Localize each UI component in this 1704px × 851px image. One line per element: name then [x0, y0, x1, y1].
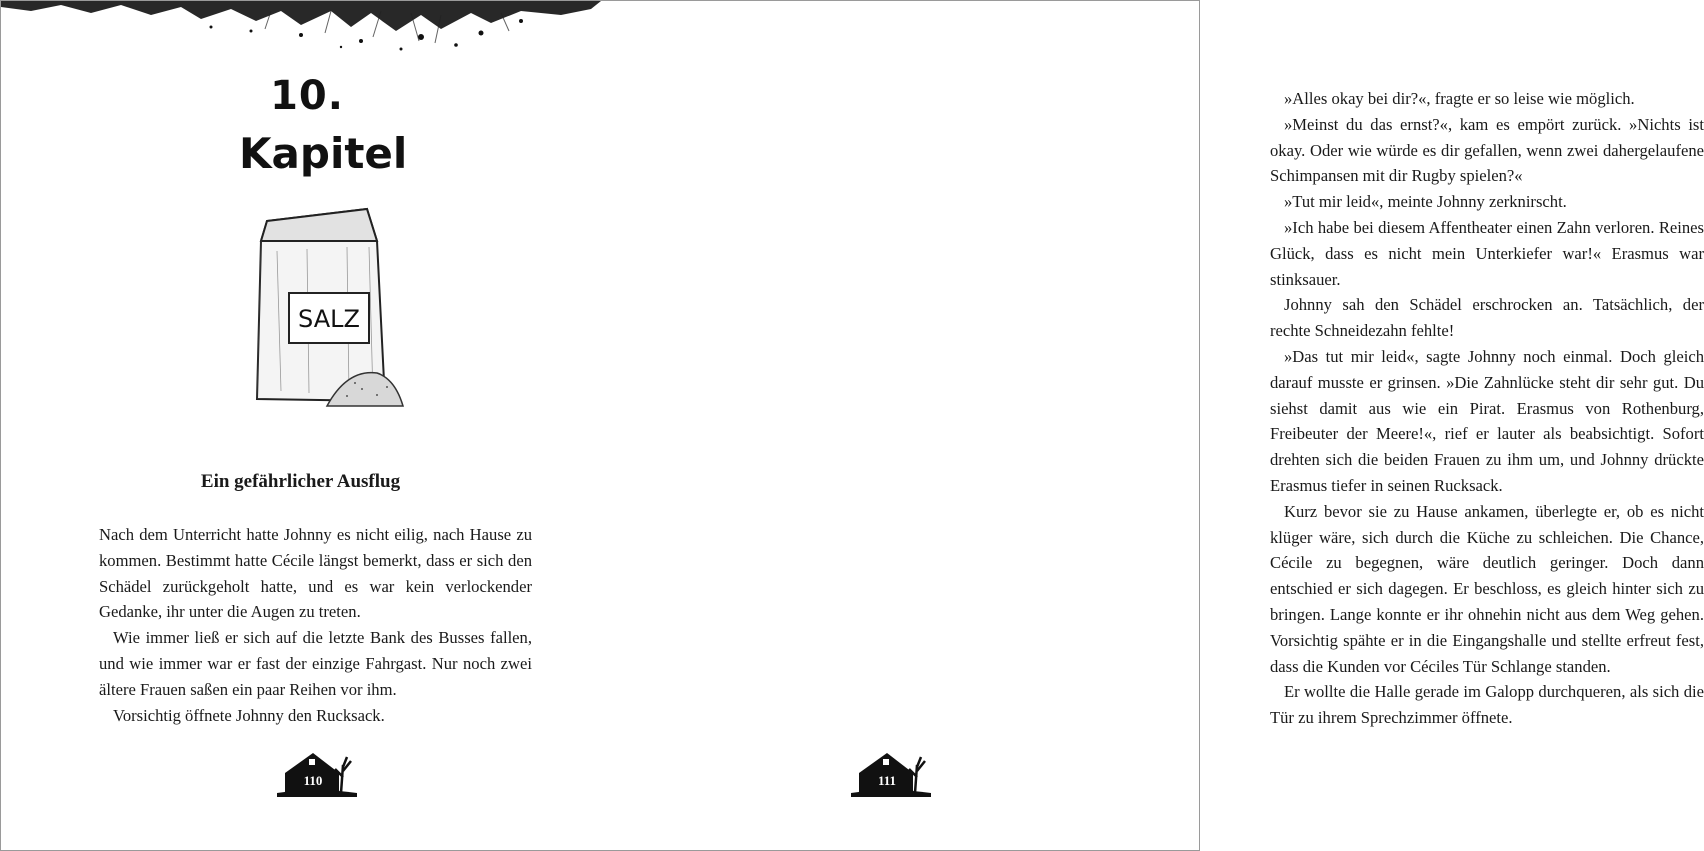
paragraph: Johnny sah den Schädel erschrocken an. Tatsächlich, der rechte Schneidezahn fehlte!	[1270, 295, 1704, 341]
paragraph: »Alles okay bei dir?«, fragte er so leise wie möglich.	[1284, 89, 1635, 108]
paragraph: Vorsichtig öffnete Johnny den Rucksack.	[113, 705, 385, 725]
paragraph: Wie immer ließ er sich auf die letzte Bank des Busses fallen, und wie immer war er fast der einzige Fahrgast. Nur noch zwei ältere Frauen saßen ein paar Reihen vor ihm.	[99, 628, 532, 699]
paragraph: Er wollte die Halle gerade im Galopp durchqueren, als sich die Tür zu ihrem Sprechzimmer öffnete.	[1270, 682, 1704, 728]
page-number-badge	[275, 749, 361, 799]
chapter-number: 10.	[270, 73, 344, 119]
salt-label: SALZ	[298, 305, 360, 333]
page-number: 110	[303, 773, 323, 788]
paragraph: Kurz bevor sie zu Hause ankamen, überlegte er, ob es nicht klüger wäre, sich durch die Küche zu schleichen. Die Chance, Cécile zu begegnen, wäre deutlich geringer. Doch dann entschied er sich dagegen. Er beschloss, es gleich hinter sich zu bringen. Lange konnte er ihr ohnehin nicht aus dem Weg gehen. Vorsichtig spähte er in die Eingangshalle und stellte erfreut fest, dass die Kunden vor Céciles Tür Schlange standen.	[1270, 501, 1704, 676]
paragraph: »Ich habe bei diesem Affentheater einen Zahn verloren. Reines Glück, dass es nicht mein Unterkiefer war!« Erasmus war stinksauer.	[1270, 217, 1704, 289]
page-number: 111	[877, 773, 897, 788]
left-body-text	[99, 522, 532, 728]
right-page	[600, 1, 1704, 850]
ink-splatter-decoration	[1, 1, 601, 61]
right-body-text	[1270, 86, 1704, 731]
paragraph: Nach dem Unterricht hatte Johnny es nicht eilig, nach Hause zu kommen. Bestimmt hatte Cécile längst bemerkt, dass er sich den Schädel zurückgeholt hatte, und es war kein verlockender Gedanke, ihr unter die Augen zu treten.	[99, 525, 532, 622]
paragraph: »Meinst du das ernst?«, kam es empört zurück. »Nichts ist okay. Oder wie würde es dir gefallen, wenn zwei dahergelaufene Schimpansen mit dir Rugby spielen?«	[1270, 114, 1704, 186]
paragraph: »Tut mir leid«, meinte Johnny zerknirscht.	[1284, 192, 1567, 212]
page-number-badge	[849, 749, 935, 799]
salt-bag-illustration	[237, 201, 407, 421]
section-title: Ein gefährlicher Ausflug	[200, 471, 401, 492]
paragraph: »Das tut mir leid«, sagte Johnny noch einmal. Doch gleich darauf musste er grinsen. »Die Zahnlücke steht dir sehr gut. Du siehst damit aus wie ein Pirat. Erasmus von Rothenburg, Freibeuter der Meere!«, rief er lauter als beabsichtigt. Sofort drehten sich die beiden Frauen zu ihm um, und Johnny drückte Erasmus tiefer in seinen Rucksack.	[1270, 346, 1704, 495]
left-page	[1, 1, 600, 850]
chapter-heading: Kapitel	[239, 129, 408, 178]
